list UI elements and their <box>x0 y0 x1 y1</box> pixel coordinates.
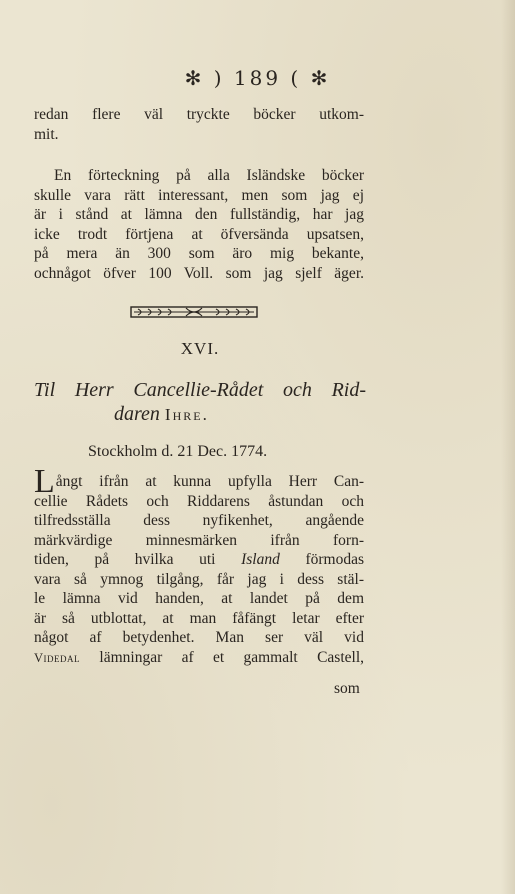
text-line: Långt ifrån at kunna upfylla Herr Can- <box>34 463 364 500</box>
catchword: som <box>334 680 360 697</box>
running-head: ✻ ) 189 ( ✻ <box>184 66 331 90</box>
paragraph-book-list <box>34 166 364 283</box>
text-line: märkvärdige minnesmärken ifrån forn- <box>34 531 364 549</box>
page-edge-shadow <box>501 0 515 894</box>
letter-body <box>34 463 365 668</box>
title-name: Ihre. <box>164 405 209 424</box>
text-line: icke trodt förtjena at öfversända upsatsen, <box>34 225 364 243</box>
italic-place-name: Island <box>241 551 280 568</box>
drop-cap: L <box>34 463 55 500</box>
continuation-text <box>34 105 364 144</box>
text-line: vara så ymnog tilgång, får jag i dess stäl- <box>34 570 364 588</box>
title-line <box>34 402 366 427</box>
text-line: En förteckning på alla Isländske böcker <box>54 167 364 184</box>
text-line: cellie Rådets och Riddarens åstundan och <box>34 492 364 510</box>
text-line: ochnågot öfver 100 Voll. som jag sjelf äger. <box>34 264 364 282</box>
title-italic: daren <box>114 403 160 425</box>
text-line: tiden, på hvilka uti Island förmodas <box>34 551 364 568</box>
section-number: XVI. <box>180 339 220 358</box>
dateline: Stockholm d. 21 Dec. 1774. <box>88 443 268 460</box>
text-line: är så utblottat, at man fåfängt letar efter <box>34 609 364 627</box>
decorative-rule-ornament <box>130 304 258 320</box>
text-line: på mera än 300 som äro mig bekante, <box>34 245 364 262</box>
text-line: något af betydenhet. Man ser väl vid <box>34 629 364 646</box>
letter-title <box>34 378 366 427</box>
text-line: le lämna vid handen, at landet på dem <box>34 590 364 607</box>
text-line: är i stånd at lämna den fullständig, har jag <box>34 206 364 223</box>
title-line: Til Herr Cancellie-Rådet och Rid- <box>34 379 366 401</box>
place-name: Videdal <box>34 650 81 665</box>
text-line: mit. <box>34 125 59 143</box>
text-line: tilfredsställa dess nyfikenhet, angående <box>34 512 364 529</box>
text-line: Videdal lämningar af et gammalt Castell, <box>34 648 365 666</box>
text-line: redan flere väl tryckte böcker utkom- <box>34 106 364 123</box>
text-line: skulle vara rätt interessant, men som jag ej <box>34 186 364 204</box>
